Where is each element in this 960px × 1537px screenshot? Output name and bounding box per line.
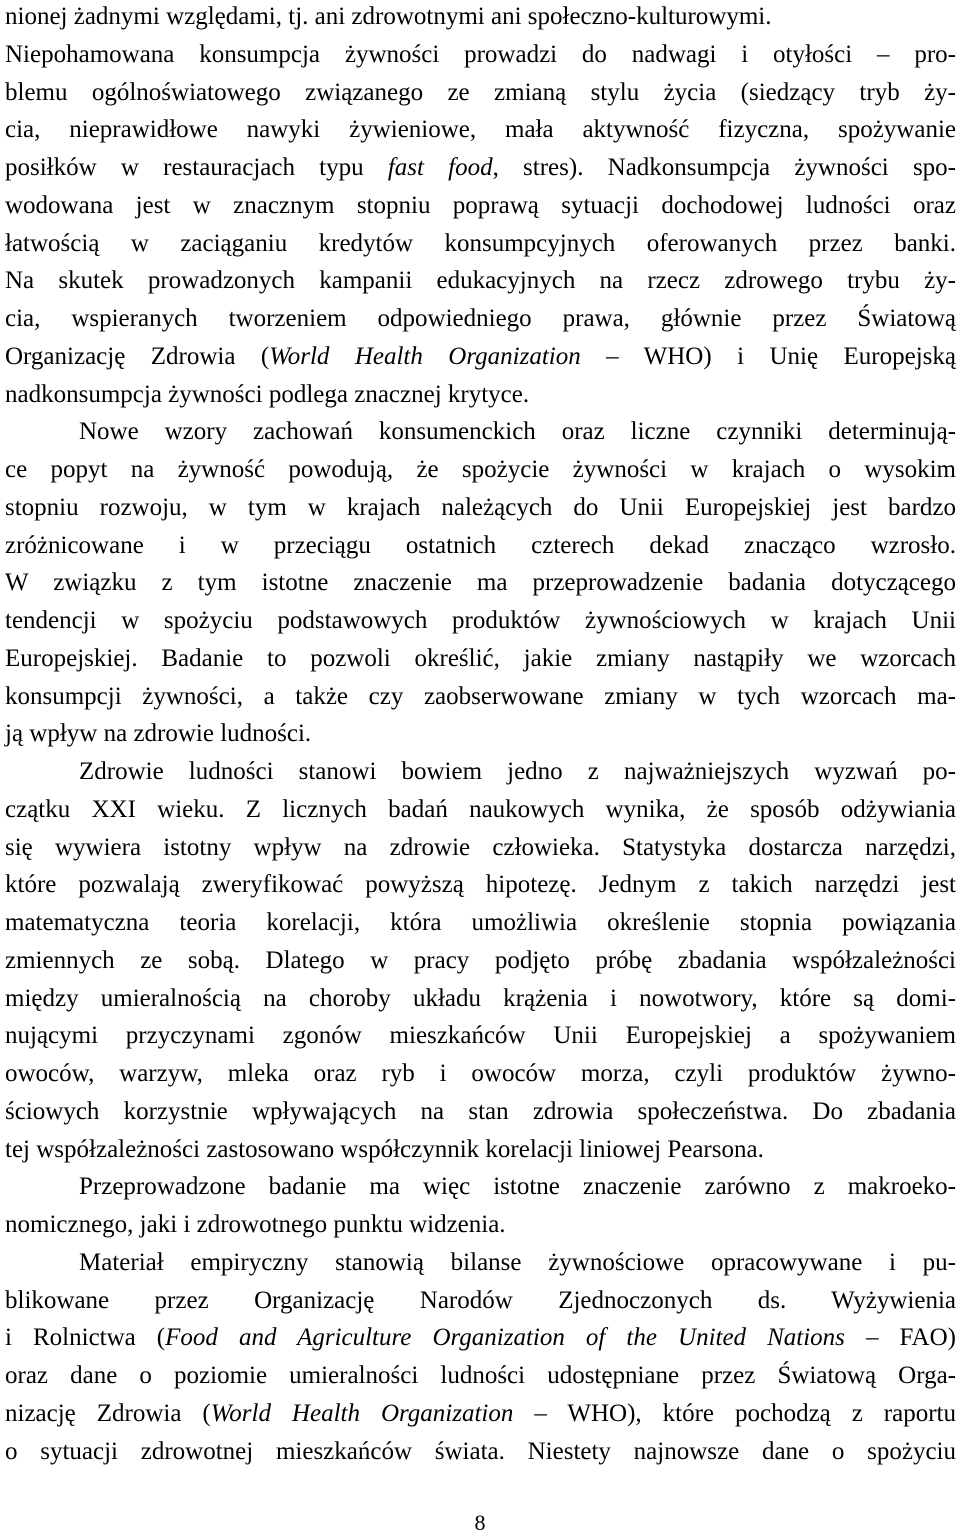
text-segment: oraz dane o poziomie umieralności ludności udostępniane przez Światową Orga- — [5, 1362, 956, 1389]
text-line — [5, 36, 956, 73]
text-segment: o sytuacji zdrowotnej mieszkańców świata. Niestety najnowsze dane o spożyciu — [5, 1437, 956, 1465]
text-line — [5, 1093, 956, 1130]
text-line — [5, 1206, 956, 1243]
italic-term: World Health Organization — [210, 1399, 514, 1427]
text-line — [5, 451, 956, 488]
text-segment: ściowych korzystnie wpływających na stan zdrowia społeczeństwa. Do zbadania — [5, 1097, 956, 1125]
text-segment: Przeprowadzone badanie ma więc istotne znaczenie zarówno z makroeko- — [79, 1173, 956, 1201]
text-segment: Zdrowie ludności stanowi bowiem jedno z najważniejszych wyzwań po- — [79, 758, 956, 785]
text-segment: nizację Zdrowia ( — [5, 1399, 211, 1427]
text-line — [5, 715, 956, 752]
text-segment: – FAO) — [844, 1324, 956, 1352]
text-segment: czątku XXI wieku. Z licznych badań naukowych wynika, że sposób odżywiania — [5, 795, 956, 823]
text-segment: i Rolnictwa ( — [5, 1324, 166, 1352]
text-segment: posiłków w restauracjach typu — [5, 154, 388, 181]
text-segment: zróżnicowane i w przeciągu ostatnich czterech dekad znacząco wzrosło. — [5, 531, 956, 559]
text-segment: – WHO), które pochodzą z raportu — [513, 1399, 956, 1427]
text-line — [5, 942, 956, 979]
text-segment: Organizację Zdrowia ( — [5, 342, 270, 370]
text-segment: ce popyt na żywność powodują, że spożycie żywności w krajach o wysokim — [5, 456, 956, 483]
text-line — [5, 262, 956, 299]
text-line — [5, 1244, 956, 1281]
text-segment: nadkonsumpcja żywności podlega znacznej krytyce. — [5, 380, 530, 408]
italic-term: fast food — [387, 154, 493, 181]
text-line — [5, 866, 956, 903]
text-segment: cia, wspieranych tworzeniem odpowiedniego prawa, głównie przez Światową — [5, 305, 956, 332]
text-line — [5, 338, 956, 375]
text-line — [5, 791, 956, 828]
text-segment: owoców, warzyw, mleka oraz ryb i owoców morza, czyli produktów żywno- — [5, 1060, 956, 1087]
text-line — [5, 300, 956, 337]
text-line — [5, 74, 956, 111]
text-line — [5, 1319, 956, 1356]
text-line — [5, 564, 956, 601]
page-number: 8 — [474, 1510, 486, 1535]
text-line — [5, 753, 956, 790]
text-segment: W związku z tym istotne znaczenie ma przeprowadzenie badania dotyczącego — [5, 569, 956, 597]
text-line — [5, 413, 956, 450]
text-line — [5, 1357, 956, 1394]
text-segment: blemu ogólnoświatowego związanego ze zmianą stylu życia (siedzący tryb ży- — [5, 78, 956, 106]
text-segment: Europejskiej. Badanie to pozwoli określić, jakie zmiany nastąpiły we wzorcach — [5, 644, 956, 672]
text-segment: tej współzależności zastosowano współczynnik korelacji liniowej Pearsona. — [5, 1135, 764, 1163]
text-segment: się wywiera istotny wpływ na zdrowie człowieka. Statystyka dostarcza narzędzi, — [5, 833, 956, 861]
text-segment: – WHO) i Unię Europejską — [580, 342, 956, 370]
text-segment: Materiał empiryczny stanowią bilanse żywnościowe opracowywane i pu- — [79, 1248, 956, 1276]
italic-term: World Health Organization — [269, 342, 581, 370]
text-segment: matematyczna teoria korelacji, która umożliwia określenie stopnia powiązania — [5, 909, 956, 936]
text-line — [5, 1395, 956, 1432]
text-segment: ją wpływ na zdrowie ludności. — [5, 720, 312, 748]
text-line — [5, 1282, 956, 1319]
text-line — [5, 1017, 956, 1054]
text-segment: Nowe wzory zachowań konsumenckich oraz liczne czynniki determinują- — [79, 418, 956, 446]
text-line — [5, 187, 956, 224]
text-line — [5, 904, 956, 941]
text-segment: zmiennych ze sobą. Dlatego w pracy podjęto próbę zbadania współzależności — [5, 946, 956, 974]
text-line — [5, 0, 956, 35]
text-line — [5, 678, 956, 715]
text-segment: Na skutek prowadzonych kampanii edukacyjnych na rzecz zdrowego trybu ży- — [5, 267, 956, 295]
text-line — [5, 1433, 956, 1470]
text-line — [5, 489, 956, 526]
text-segment: konsumpcji żywności, a także czy zaobserwowane zmiany w tych wzorcach ma- — [5, 682, 956, 710]
text-segment: wodowana jest w znacznym stopniu poprawą sytuacji dochodowej ludności oraz — [5, 191, 956, 219]
text-segment: , stres). Nadkonsumpcja żywności spo- — [492, 154, 956, 181]
text-segment: łatwością w zaciąganiu kredytów konsumpcyjnych oferowanych przez banki. — [5, 229, 956, 257]
text-line — [5, 149, 956, 186]
text-line — [5, 111, 956, 148]
text-line — [5, 640, 956, 677]
text-segment: blikowane przez Organizację Narodów Zjednoczonych ds. Wyżywienia — [5, 1286, 956, 1314]
text-line — [5, 376, 956, 413]
text-line — [5, 829, 956, 866]
text-segment: Niepohamowana konsumpcja żywności prowadzi do nadwagi i otyłości – pro- — [5, 40, 956, 68]
text-segment: cia, nieprawidłowe nawyki żywieniowe, mała aktywność fizyczna, spożywanie — [5, 116, 956, 144]
text-line — [5, 527, 956, 564]
text-line — [5, 602, 956, 639]
text-segment: między umieralnością na choroby układu krążenia i nowotwory, które są domi- — [5, 984, 956, 1012]
text-line — [5, 980, 956, 1017]
text-segment: nionej żadnymi względami, tj. ani zdrowotnymi ani społeczno-kulturowymi. — [5, 3, 772, 30]
text-line — [5, 1131, 956, 1168]
text-segment: tendencji w spożyciu podstawowych produktów żywnościowych w krajach Unii — [5, 607, 956, 634]
text-segment: które pozwalają zweryfikować powyższą hipotezę. Jednym z takich narzędzi jest — [5, 871, 956, 899]
text-line — [5, 1055, 956, 1092]
italic-term: Food and Agriculture Organization of the United Nations — [165, 1324, 845, 1352]
text-segment: nomicznego, jaki i zdrowotnego punktu widzenia. — [5, 1211, 506, 1238]
text-segment: stopniu rozwoju, w tym w krajach należących do Unii Europejskiej jest bardzo — [5, 493, 956, 521]
text-line — [5, 225, 956, 262]
text-line — [5, 1168, 956, 1205]
text-segment: nującymi przyczynami zgonów mieszkańców Unii Europejskiej a spożywaniem — [5, 1022, 956, 1050]
